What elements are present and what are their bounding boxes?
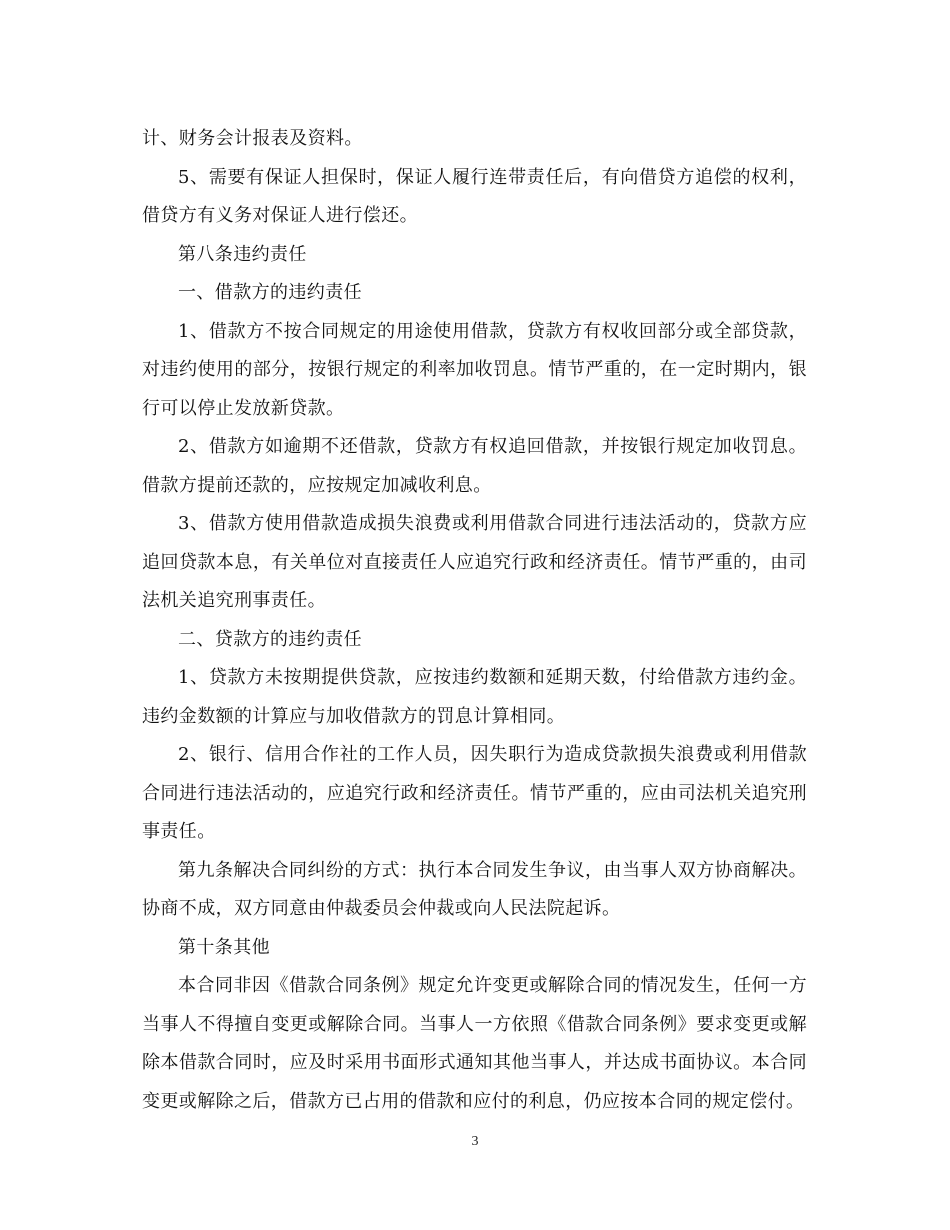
page-number: 3 bbox=[471, 1134, 479, 1149]
paragraph-article-9: 第九条解决合同纠纷的方式：执行本合同发生争议，由当事人双方协商解决。协商不成，双方同意由仲裁委员会仲裁或向人民法院起诉。 bbox=[142, 859, 807, 919]
paragraph-borrower-item-1: 1、借款方不按合同规定的用途使用借款，贷款方有权收回部分或全部贷款，对违约使用的部分，按银行规定的利率加收罚息。情节严重的，在一定时期内，银行可以停止发放新贷款。 bbox=[142, 320, 807, 419]
paragraph-borrower-item-2: 2、借款方如逾期不还借款，贷款方有权追回借款，并按银行规定加收罚息。借款方提前还款的，应按规定加减收利息。 bbox=[142, 436, 807, 496]
document-body bbox=[142, 120, 807, 1121]
heading-borrower-liability: 一、借款方的违约责任 bbox=[178, 282, 362, 303]
paragraph-guarantor-recourse: 5、需要有保证人担保时，保证人履行连带责任后，有向借贷方追偿的权利，借贷方有义务对保证人进行偿还。 bbox=[142, 166, 807, 226]
paragraph-lender-item-2: 2、银行、信用合作社的工作人员，因失职行为造成贷款损失浪费或利用借款合同进行违法活动的，应追究行政和经济责任。情节严重的，应由司法机关追究刑事责任。 bbox=[142, 744, 807, 842]
heading-lender-liability: 二、贷款方的违约责任 bbox=[178, 628, 362, 650]
heading-article-8: 第八条违约责任 bbox=[178, 243, 307, 265]
paragraph-article-10-body: 本合同非因《借款合同条例》规定允许变更或解除合同的情况发生，任何一方当事人不得擅自变更或解除合同。当事人一方依照《借款合同条例》要求变更或解除本借款合同时，应及时采用书面形式通知其他当事人，并达成书面协议。本合同变更或解除之后，借款方已占用的借款和应付的利息，仍应按本合同的规定偿付。 bbox=[142, 975, 807, 1112]
paragraph-borrower-item-3: 3、借款方使用借款造成损失浪费或利用借款合同进行违法活动的，贷款方应追回贷款本息，有关单位对直接责任人应追究行政和经济责任。情节严重的，由司法机关追究刑事责任。 bbox=[142, 513, 807, 611]
heading-article-10: 第十条其他 bbox=[178, 936, 270, 958]
paragraph-continuation: 计、财务会计报表及资料。 bbox=[142, 128, 363, 149]
paragraph-lender-item-1: 1、贷款方未按期提供贷款，应按违约数额和延期天数，付给借款方违约金。违约金数额的计算应与加收借款方的罚息计算相同。 bbox=[142, 667, 807, 727]
